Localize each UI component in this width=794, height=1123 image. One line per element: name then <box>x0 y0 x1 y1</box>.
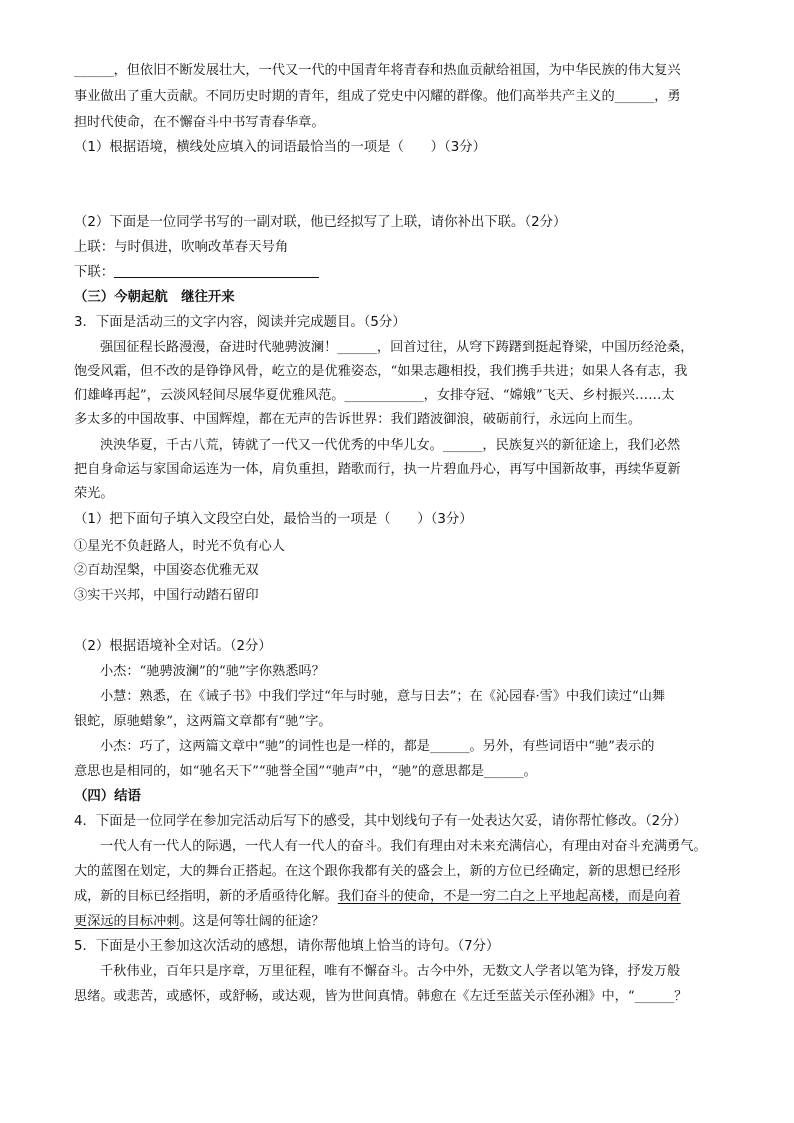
question-1-2: （2）下面是一位同学书写的一副对联，他已经拟写了上联，请你补出下联。（2分） <box>74 215 567 230</box>
sentence-2: ②百劫涅槃，中国姿态优雅无双 <box>74 563 259 578</box>
passage-text: 。这是何等壮阔的征途？ <box>179 914 325 929</box>
question-5: 5．下面是小王参加这次活动的感想，请你帮他填上恰当的诗句。（7分） <box>74 939 500 954</box>
passage-line: 荣光。 <box>74 486 114 501</box>
passage-line: 事业做出了重大贡献。不同历史时期的青年，组成了党史中闪耀的群像。他们高举共产主义的______，勇 <box>74 89 681 104</box>
passage-text: 成，新的目标已经指明，新的矛盾亟待化解。 <box>74 889 338 904</box>
dialogue-line: 小杰：“驰骋波澜”的“驰”字你熟悉吗？ <box>100 664 325 679</box>
sentence-1: ①星光不负赶路人，时光不负有心人 <box>74 539 285 554</box>
passage-line <box>74 887 724 907</box>
dialogue-line: 小杰：巧了，这两篇文章中“驰”的词性也是一样的，都是______。另外，有些词语中“驰”表示的 <box>100 739 655 754</box>
section-heading-4: （四）结语 <box>74 789 141 804</box>
passage-line: 思绪。或悲苦，或感怀，或舒畅，或达观，皆为世间真情。韩愈在《左迁至蓝关示侄孙湘》中，“______？ <box>74 989 688 1004</box>
sentence-3: ③实干兴邦，中国行动踏石留印 <box>74 588 259 603</box>
passage-line: 饱受风霜，但不改的是铮铮风骨，屹立的是优雅姿态，“如果志趣相投，我们携手共进；如果人各有志，我 <box>74 364 688 379</box>
passage-line: 多太多的中国故事、中国辉煌，都在无声的告诉世界：我们踏波御浪，破砺前行，永远向上而生。 <box>74 412 642 427</box>
dialogue-line: 意思也是相同的，如“驰名天下”“驰誉全国”“驰声”中，“驰”的意思都是______。 <box>74 764 537 779</box>
passage-line: 担时代使命，在不懈奋斗中书写青春华章。 <box>74 115 325 130</box>
dialogue-line: 银蛇，原驰蜡象”，这两篇文章都有“驰”字。 <box>74 714 332 729</box>
question-4: 4．下面是一位同学在参加完活动后写下的感受，其中划线句子有一处表达欠妥，请你帮忙修改。（2分） <box>74 814 687 829</box>
lower-couplet-label: 下联： <box>74 265 115 280</box>
question-1-1: （1）根据语境，横线处应填入的词语最恰当的一项是（ ）（3分） <box>74 140 487 155</box>
question-3-1: （1）把下面句子填入文段空白处，最恰当的一项是（ ）（3分） <box>74 512 473 527</box>
passage-line: 把自身命运与家国命运连为一体，肩负重担，踏歌而行，执一片碧血丹心，再写中国新故事，再续华夏新 <box>74 462 681 477</box>
passage-line: ______，但依旧不断发展壮大，一代又一代的中国青年将青春和热血贡献给祖国，为中华民族的伟大复兴 <box>74 63 681 78</box>
section-heading-3: （三）今朝起航 继往开来 <box>74 290 235 305</box>
passage-line: 泱泱华夏，千古八荒，铸就了一代又一代优秀的中华儿女。______，民族复兴的新征途上，我们必然 <box>100 438 681 453</box>
passage-line: 们雄峰再起”，云淡风轻间尽展华夏优雅风范。____________，女排夺冠、“嫦娥”飞天、乡村振兴……太 <box>74 388 675 403</box>
passage-line: 大的蓝图在划定，大的舞台正搭起。在这个跟你我都有关的盛会上，新的方位已经确定，新的思想已经形 <box>74 864 681 879</box>
question-3: 3．下面是活动三的文字内容，阅读并完成题目。（5分） <box>74 315 406 330</box>
upper-couplet: 上联：与时俱进，吹响改革春天号角 <box>74 240 289 255</box>
lower-couplet-row <box>74 263 724 283</box>
passage-line: 一代人有一代人的际遇，一代人有一代人的奋斗。我们有理由对未来充满信心，有理由对奋斗充满勇气。 <box>100 839 707 854</box>
passage-line <box>74 912 724 932</box>
answer-blank[interactable] <box>114 277 319 278</box>
passage-line: 强国征程长路漫漫，奋进时代驰骋波澜！______，回首过往，从穹下踌躇到挺起脊梁，中国历经沧桑， <box>100 340 694 355</box>
passage-line: 千秋伟业，百年只是序章，万里征程，唯有不懈奋斗。古今中外，无数文人学者以笔为锋，抒发万般 <box>100 964 681 979</box>
question-3-2: （2）根据语境补全对话。（2分） <box>74 639 272 654</box>
underlined-sentence: 更深远的目标冲刺 <box>74 914 180 929</box>
dialogue-line: 小慧：熟悉，在《诫子书》中我们学过“年与时驰，意与日去”；在《沁园春·雪》中我们读过“山舞 <box>100 689 666 704</box>
underlined-sentence: 我们奋斗的使命，不是一穷二白之上平地起高楼，而是向着 <box>337 889 681 904</box>
